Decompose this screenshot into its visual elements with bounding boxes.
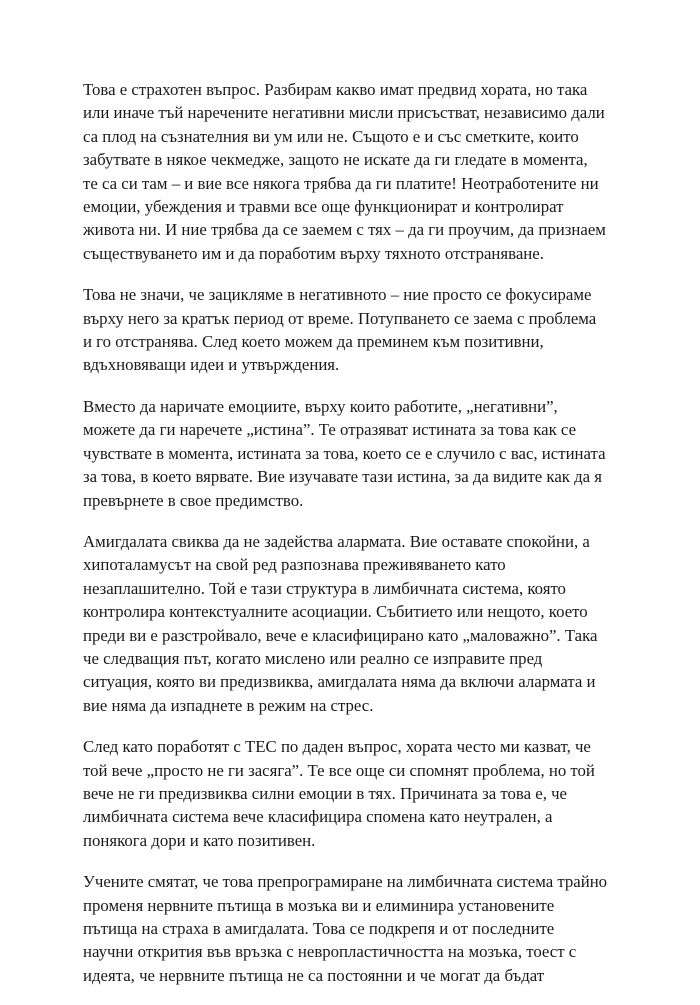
- text-line: превърнете в свое предимство.: [83, 490, 304, 510]
- text-line: идеята, че нервните пътища не са постоянни и че могат да бъдат: [83, 965, 545, 985]
- text-line: ситуация, която ви предизвиква, амигдалата няма да включи алармата и: [83, 672, 596, 692]
- text-line: променя нервните пътища в мозъка ви и елиминира установените: [83, 895, 555, 915]
- paragraph-3: [83, 395, 623, 512]
- text-line: контролира контекстуалните асоциации. Събитието или нещото, което: [83, 602, 588, 622]
- text-line: незаплашително. Той е тази структура в лимбичната система, която: [83, 578, 566, 598]
- text-line: можете да ги наречете „истина”. Те отразяват истината за това как се: [83, 420, 577, 440]
- text-line: Това е страхотен въпрос. Разбирам какво имат предвид хората, но така: [83, 80, 588, 99]
- text-line: пътища на страха в амигдалата. Това се подкрепя и от последните: [83, 919, 555, 938]
- text-line: преди ви е разстройвало, вече е класифицирано като „маловажно”. Така: [83, 625, 598, 645]
- text-line: вдъхновяващи идеи и утвърждения.: [83, 355, 340, 375]
- text-line: Учените смятат, че това препрограмиране на лимбичната система трайно: [83, 872, 608, 892]
- paragraph-4: [83, 530, 623, 717]
- text-line: Амигдалата свиква да не задейства алармата. Вие оставате спокойни, а: [83, 531, 590, 551]
- text-line: или иначе тъй наречените негативни мисли присъстват, независимо дали: [83, 103, 605, 123]
- text-line: че следващия път, когато мислено или реално се изправите пред: [83, 648, 543, 668]
- paragraph-1: [83, 78, 623, 265]
- text-line: След като поработят с ТЕС по даден въпрос, хората често ми казват, че: [83, 737, 591, 757]
- document-body: [83, 78, 623, 1005]
- text-line: Вместо да наричате емоциите, върху които работите, „негативни”,: [83, 396, 558, 416]
- text-line: емоции, убеждения и травми все още функционират и контролират: [83, 197, 564, 217]
- text-line: понякога дори и като позитивен.: [83, 830, 316, 850]
- text-line: и го отстранява. След което можем да преминем към позитивни,: [83, 332, 544, 352]
- text-line: той вече „просто не ги засяга”. Те все още си спомнят проблема, но той: [83, 760, 595, 780]
- text-line: забутвате в някое чекмедже, защото не искате да ги гледате в момента,: [83, 150, 588, 170]
- paragraph-5: [83, 735, 623, 852]
- text-line: хипоталамусът на свой ред разпознава преживяването като: [83, 555, 506, 575]
- text-line: са плод на съзнателния ви ум или не. Същото е и със сметките, които: [83, 126, 579, 146]
- paragraph-6: [83, 870, 623, 987]
- text-line: съществуването им и да поработим върху тяхното отстраняване.: [83, 243, 544, 263]
- text-line: лимбичната система вече класифицира спомена като неутрален, а: [83, 807, 553, 827]
- paragraph-2: [83, 283, 623, 377]
- text-line: чувствате в момента, истината за това, което се е случило с вас, истината: [83, 443, 606, 463]
- text-line: за това, в което вярвате. Вие изучавате тази истина, за да видите как да я: [83, 467, 603, 487]
- text-line: вече не ги предизвиква силни емоции в тях. Причината за това е, че: [83, 783, 567, 803]
- text-line: те са си там – и вие все някога трябва да ги платите! Неотработените ни: [83, 173, 599, 193]
- text-line: живота ни. И ние трябва да се заемем с тях – да ги проучим, да признаем: [83, 220, 606, 240]
- text-line: вие няма да изпаднете в режим на стрес.: [83, 695, 374, 715]
- text-line: научни открития във връзка с невропластичността на мозъка, тоест с: [83, 942, 577, 962]
- text-line: Това не значи, че зацикляме в негативното – ние просто се фокусираме: [83, 285, 592, 305]
- text-line: върху него за кратък период от време. Потупването се заема с проблема: [83, 308, 597, 328]
